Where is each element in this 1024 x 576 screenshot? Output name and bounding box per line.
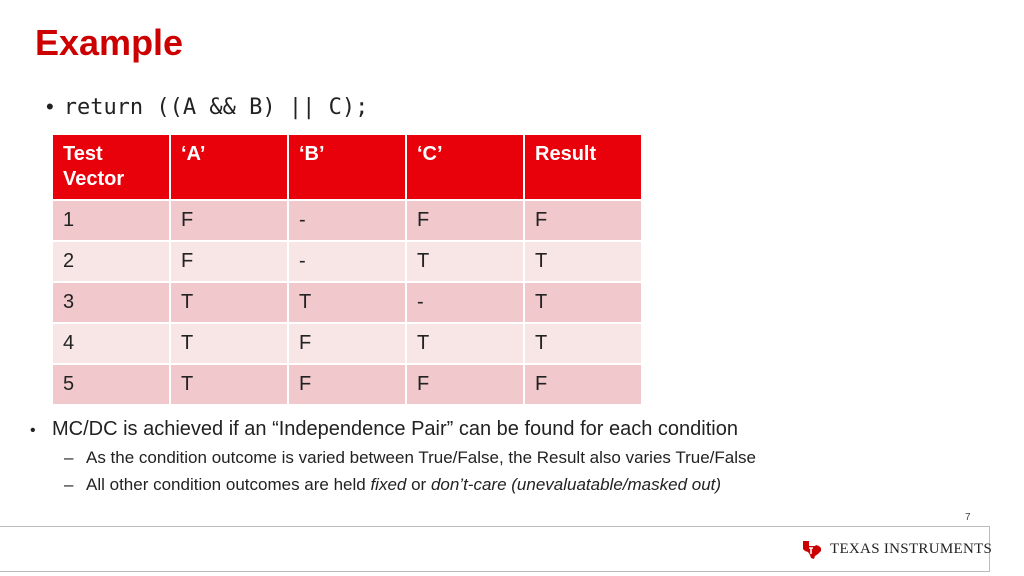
header-b: ‘B’ — [289, 135, 405, 199]
cell-result: T — [525, 283, 641, 322]
header-a: ‘A’ — [171, 135, 287, 199]
ti-logo-text: TEXAS INSTRUMENTS — [830, 540, 993, 557]
table-header-row — [53, 135, 641, 199]
cell-result: T — [525, 324, 641, 363]
cell-b: F — [289, 365, 405, 404]
cell-a: T — [171, 324, 287, 363]
cell-result: F — [525, 201, 641, 240]
sub-text-or: or — [406, 475, 431, 494]
sub-text-prefix: All other condition outcomes are held — [86, 475, 371, 494]
cell-c: - — [407, 283, 523, 322]
cell-b: - — [289, 242, 405, 281]
cell-c: T — [407, 242, 523, 281]
cell-c: T — [407, 324, 523, 363]
cell-c: F — [407, 365, 523, 404]
cell-a: F — [171, 201, 287, 240]
page-number: 7 — [965, 512, 971, 523]
table-row — [53, 283, 641, 322]
sub-bullet — [64, 475, 990, 495]
main-bullet — [30, 418, 990, 441]
main-bullet-text: MC/DC is achieved if an “Independence Pair” can be found for each condition — [52, 418, 738, 440]
table-row — [53, 324, 641, 363]
code-bullet — [46, 94, 368, 120]
cell-vector: 4 — [53, 324, 169, 363]
code-snippet: return ((A && B) || C); — [63, 94, 369, 120]
slide-title: Example — [35, 22, 184, 63]
table-row — [53, 201, 641, 240]
table-row — [53, 365, 641, 404]
cell-b: F — [289, 324, 405, 363]
table-row — [53, 242, 641, 281]
cell-a: F — [171, 242, 287, 281]
dash-icon: – — [64, 475, 74, 494]
dash-icon: – — [64, 448, 74, 467]
cell-c: F — [407, 201, 523, 240]
header-result: Result — [525, 135, 641, 199]
cell-b: T — [289, 283, 405, 322]
ti-logo — [800, 537, 992, 561]
header-c: ‘C’ — [407, 135, 523, 199]
cell-result: F — [525, 365, 641, 404]
cell-vector: 1 — [53, 201, 169, 240]
cell-vector: 3 — [53, 283, 169, 322]
bullet-icon: • — [46, 94, 54, 119]
sub-text-dontcare: don’t-care (unevaluatable/masked out) — [430, 475, 722, 494]
texas-state-icon — [800, 537, 824, 561]
header-test-vector: Test Vector — [53, 135, 169, 199]
sub-bullet — [64, 448, 990, 468]
bullet-icon: • — [30, 422, 36, 439]
cell-result: T — [525, 242, 641, 281]
cell-b: - — [289, 201, 405, 240]
test-vector-table — [51, 133, 643, 406]
sub-text-fixed: fixed — [370, 475, 407, 494]
notes-section — [30, 418, 990, 495]
cell-a: T — [171, 365, 287, 404]
cell-a: T — [171, 283, 287, 322]
cell-vector: 2 — [53, 242, 169, 281]
sub-bullet-text — [86, 475, 721, 495]
cell-vector: 5 — [53, 365, 169, 404]
sub-bullet-text: As the condition outcome is varied between True/False, the Result also varies True/False — [86, 448, 756, 467]
